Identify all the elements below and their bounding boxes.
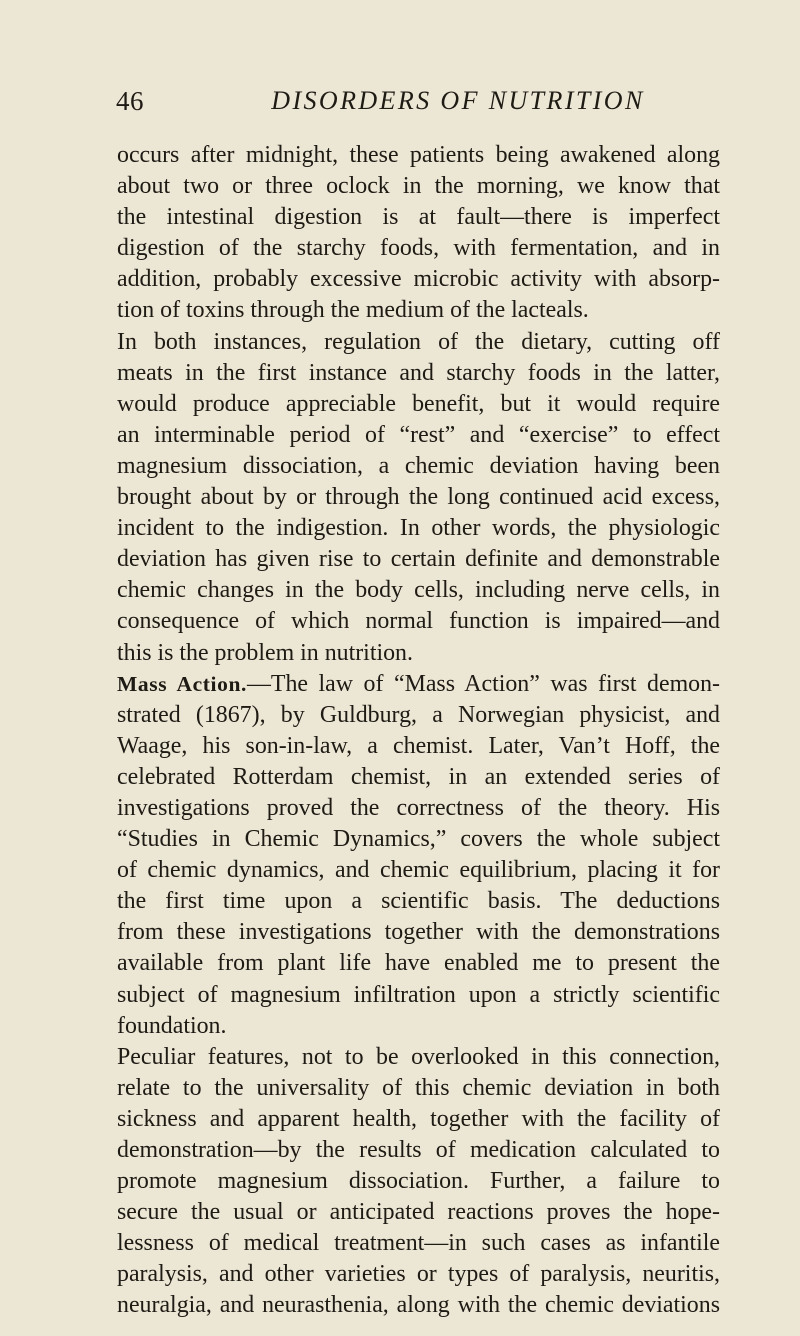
text-line: of chemic dynamics, and chemic equilibrium, placing it for — [117, 857, 720, 884]
text-line: an interminable period of “rest” and “exercise” to effect — [117, 421, 720, 448]
text-line: this is the problem in nutrition. — [117, 639, 413, 666]
text-line: the intestinal digestion is at fault—there is imperfect — [117, 204, 720, 231]
text-line: demonstration—by the results of medication calculated to — [117, 1137, 720, 1163]
section-heading: Mass Action. — [117, 671, 247, 696]
text-line: promote magnesium dissociation. Further, a failure to — [117, 1168, 720, 1195]
text-line: sickness and apparent health, together with the facility of — [117, 1105, 720, 1132]
text-line: foundation. — [117, 1012, 227, 1039]
text-line: occurs after midnight, these patients being awakened along — [117, 142, 720, 168]
text-line: tion of toxins through the medium of the lacteals. — [117, 297, 589, 324]
text-line: digestion of the starchy foods, with fermentation, and in — [117, 235, 720, 262]
text-line: investigations proved the correctness of the theory. His — [117, 794, 720, 821]
text-line: In both instances, regulation of the dietary, cutting off — [117, 328, 720, 355]
text-line: —The law of “Mass Action” was first demon- — [247, 670, 720, 697]
text-line: secure the usual or anticipated reactions proves the hope- — [117, 1199, 720, 1226]
text-line: addition, probably excessive microbic activity with absorp- — [117, 266, 720, 293]
text-line: meats in the first instance and starchy foods in the latter, — [117, 359, 720, 386]
text-line: strated (1867), by Guldburg, a Norwegian physicist, and — [117, 701, 720, 728]
text-line: magnesium dissociation, a chemic deviation having been — [117, 452, 720, 479]
text-line: about two or three oclock in the morning, we know that — [117, 173, 720, 200]
text-line: consequence of which normal function is impaired—and — [117, 608, 720, 635]
running-title: DISORDERS OF NUTRITION — [271, 86, 645, 115]
text-line: incident to the indigestion. In other words, the physiologic — [117, 515, 720, 542]
text-line: lessness of medical treatment—in such cases as infantile — [117, 1230, 720, 1257]
text-line: from these investigations together with the demonstrations — [117, 919, 720, 946]
text-line: would produce appreciable benefit, but it would require — [117, 390, 720, 417]
text-line: deviation has given rise to certain definite and demonstrable — [117, 546, 720, 573]
text-line: “Studies in Chemic Dynamics,” covers the whole subject — [117, 826, 720, 853]
text-line: neuralgia, and neurasthenia, along with the chemic deviations — [117, 1292, 720, 1319]
text-line: paralysis, and other varieties or types of paralysis, neuritis, — [117, 1261, 720, 1288]
text-line-with-heading — [117, 669, 720, 700]
text-line: relate to the universality of this chemic deviation in both — [117, 1074, 720, 1101]
page-header — [116, 86, 716, 126]
text-line: Waage, his son-in-law, a chemist. Later, Van’t Hoff, the — [117, 732, 720, 759]
text-line: available from plant life have enabled me to present the — [117, 950, 720, 977]
text-line: brought about by or through the long continued acid excess, — [117, 484, 720, 511]
text-line: celebrated Rotterdam chemist, in an extended series of — [117, 763, 720, 790]
page-number: 46 — [116, 86, 144, 116]
text-line: Peculiar features, not to be overlooked in this connection, — [117, 1043, 720, 1070]
text-line: chemic changes in the body cells, including nerve cells, in — [117, 577, 720, 604]
body-text — [117, 140, 720, 1322]
text-line: subject of magnesium infiltration upon a strictly scientific — [117, 981, 720, 1008]
text-line: the first time upon a scientific basis. The deductions — [117, 888, 720, 915]
